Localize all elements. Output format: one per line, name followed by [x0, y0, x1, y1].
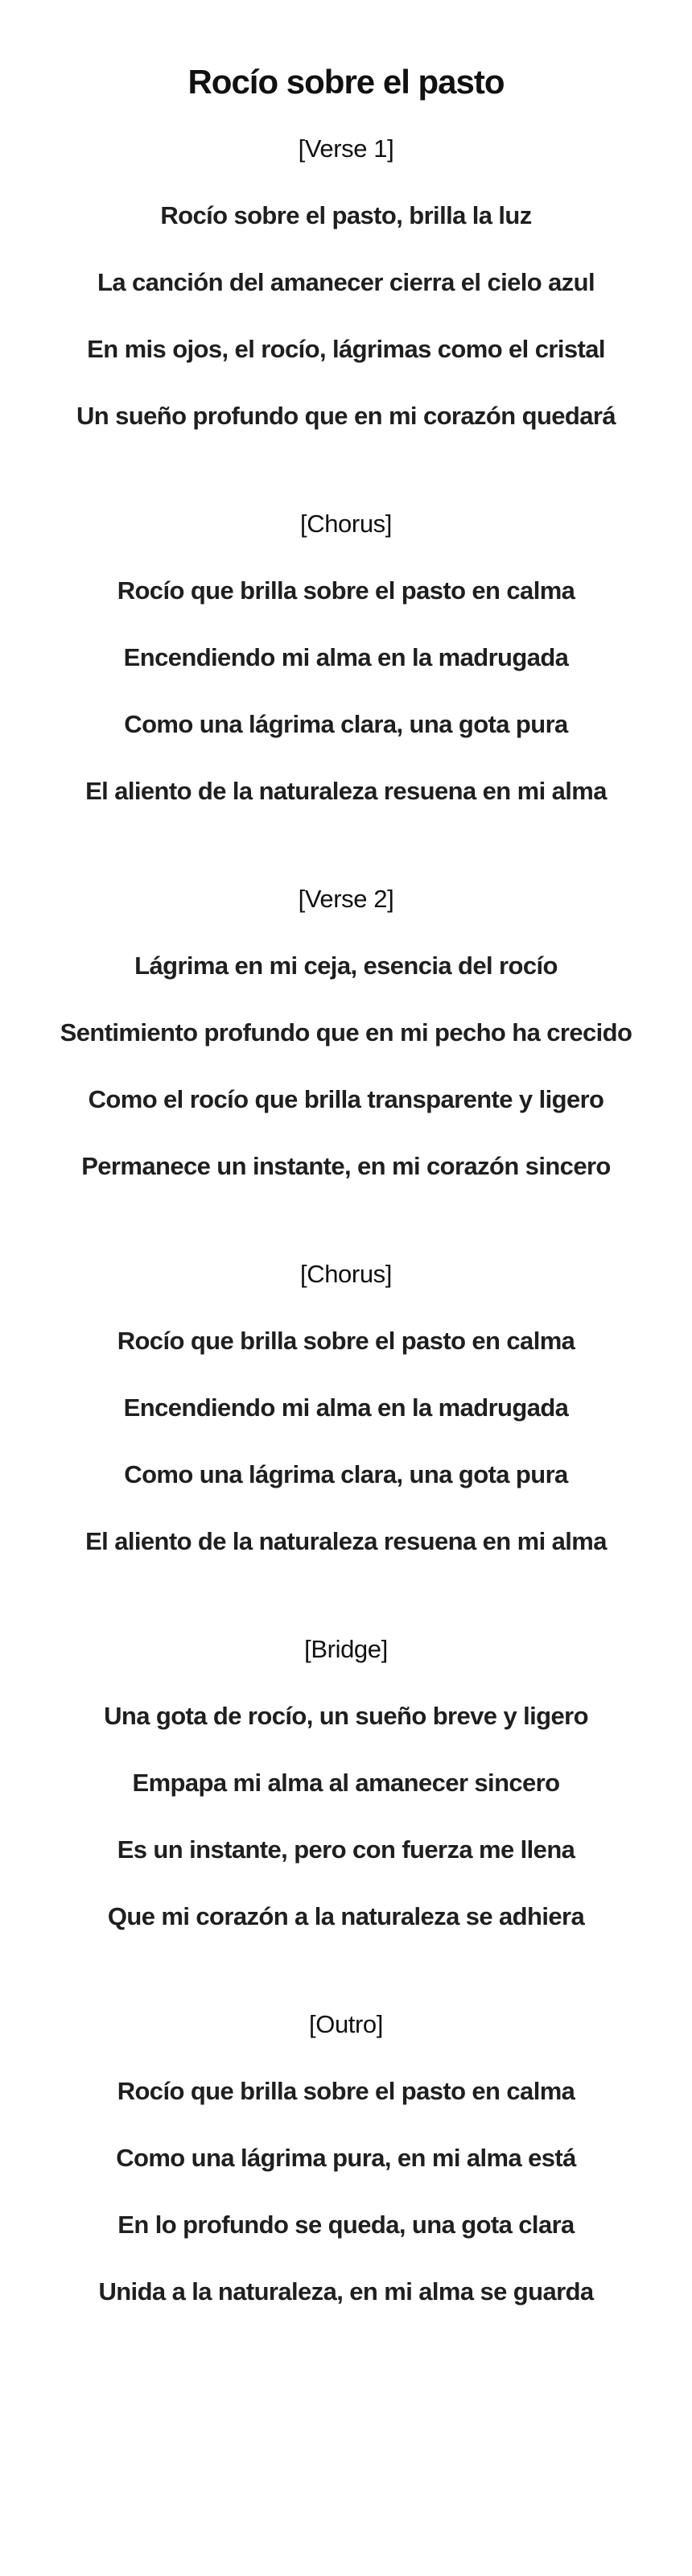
section-label: [Verse 2]: [298, 885, 394, 913]
lyric-line: La canción del amanecer cierra el cielo azul: [97, 268, 595, 296]
lyrics-sections: [0, 129, 692, 2312]
lyric-line: Como una lágrima clara, una gota pura: [124, 1460, 568, 1488]
lyric-line: Una gota de rocío, un sueño breve y ligero: [104, 1702, 588, 1730]
lyric-line: El aliento de la naturaleza resuena en mi alma: [85, 1527, 607, 1555]
lyric-line: Rocío que brilla sobre el pasto en calma: [117, 2077, 575, 2105]
section-label: [Bridge]: [304, 1635, 388, 1663]
section-outro: [0, 2004, 692, 2312]
lyric-line: Que mi corazón a la naturaleza se adhiera: [107, 1902, 585, 1930]
section-bridge: [0, 1629, 692, 1937]
lyric-line: En lo profundo se queda, una gota clara: [117, 2211, 575, 2239]
section-chorus-2: [0, 1254, 692, 1562]
section-verse-1: [0, 129, 692, 436]
section-label: [Chorus]: [300, 510, 392, 538]
page-title: Rocío sobre el pasto: [187, 63, 505, 101]
lyric-line: El aliento de la naturaleza resuena en mi alma: [85, 777, 607, 805]
lyric-line: Rocío que brilla sobre el pasto en calma: [117, 1327, 575, 1355]
lyric-line: Permanece un instante, en mi corazón sincero: [81, 1152, 611, 1180]
lyric-line: Un sueño profundo que en mi corazón quedará: [76, 402, 616, 430]
lyric-line: Es un instante, pero con fuerza me llena: [117, 1835, 575, 1864]
lyric-line: Como una lágrima clara, una gota pura: [124, 710, 568, 738]
section-verse-2: [0, 879, 692, 1187]
section-label: [Outro]: [309, 2010, 383, 2038]
lyric-line: Rocío que brilla sobre el pasto en calma: [117, 576, 575, 605]
lyric-line: Como el rocío que brilla transparente y ligero: [88, 1085, 604, 1113]
lyric-line: Sentimiento profundo que en mi pecho ha crecido: [60, 1018, 632, 1046]
lyric-line: Lágrima en mi ceja, esencia del rocío: [134, 952, 558, 980]
section-chorus-1: [0, 504, 692, 811]
lyric-line: Encendiendo mi alma en la madrugada: [123, 1393, 569, 1422]
lyric-line: Como una lágrima pura, en mi alma está: [116, 2144, 576, 2172]
lyric-line: Empapa mi alma al amanecer sincero: [132, 1769, 560, 1797]
lyric-line: Unida a la naturaleza, en mi alma se guarda: [98, 2277, 594, 2306]
lyric-line: Rocío sobre el pasto, brilla la luz: [160, 201, 532, 229]
section-label: [Chorus]: [300, 1260, 392, 1288]
section-label: [Verse 1]: [298, 134, 394, 163]
lyric-line: En mis ojos, el rocío, lágrimas como el cristal: [87, 335, 605, 363]
lyric-line: Encendiendo mi alma en la madrugada: [123, 643, 569, 671]
